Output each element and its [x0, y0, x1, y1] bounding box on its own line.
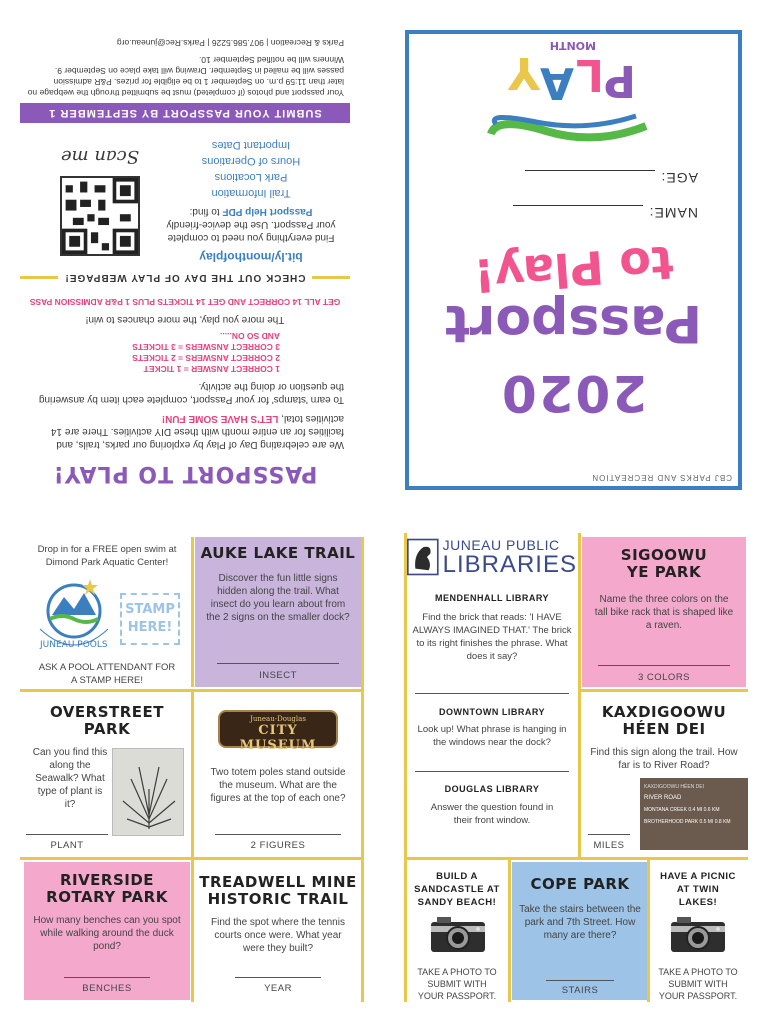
answer-line[interactable]: [64, 977, 150, 978]
check-out-heading: CHECK OUT THE DAY OF PLAY WEBPAGE!: [20, 272, 350, 283]
find-items: [160, 137, 342, 201]
trail-sign-photo: KAXDIGOOWU HÉEN DEI RIVER ROAD MONTANA CREEK 0.4 MI 0.6 KM BROTHERHOOD PARK 0.5 MI 0.8 KM: [640, 778, 748, 850]
month-of-play-logo: [486, 36, 656, 146]
overstreet-title: OVERSTREET PARK: [49, 703, 165, 738]
city-museum-sign: Juneau-Douglas CITY MUSEUM: [218, 710, 338, 748]
monthofplay-link[interactable]: bit.ly/monthofplay: [199, 250, 303, 264]
instructions-intro: We are celebrating Day of Play by exploring our parks, trails, and facilities for an entire month with these DIY activities. There are 14 activities total, LET'S HAVE SOME FUN!: [50, 413, 344, 450]
raven-icon: [407, 535, 439, 579]
grid-divider: [191, 537, 194, 687]
sandcastle-photo-note: TAKE A PHOTO TO SUBMIT WITH YOUR PASSPORT.: [417, 967, 497, 1001]
camera-icon: [429, 914, 487, 954]
tier: 2 CORRECT ANSWERS = 2 TICKETS: [132, 353, 280, 363]
camera-icon: [669, 914, 727, 954]
grid-divider: [405, 857, 748, 860]
passport-cover: [405, 30, 742, 490]
douglas-text: Answer the question found in their front window.: [430, 802, 554, 826]
riverside-box: [24, 862, 190, 1000]
svg-text:P: P: [603, 55, 636, 106]
more-chances: The more you play, the more chances to win!: [85, 314, 285, 325]
mendenhall-heading: MENDENHALL LIBRARY: [435, 593, 549, 603]
sandcastle-title: BUILD A SANDCASTLE AT SANDY BEACH!: [414, 871, 500, 908]
stamp-here-box[interactable]: STAMP HERE!: [120, 593, 180, 645]
find-item: Important Dates: [211, 139, 291, 151]
cope-park-box: [512, 862, 648, 1000]
grid-divider: [508, 860, 511, 1002]
grid-divider: [647, 860, 650, 1002]
grid-divider: [578, 533, 581, 857]
auke-title: AUKE LAKE TRAIL: [200, 544, 356, 562]
picnic-title: HAVE A PICNIC AT TWIN LAKES!: [660, 871, 736, 908]
grid-divider: [191, 860, 194, 1002]
cover-year: 2020: [499, 364, 648, 422]
tier: 3 CORRECT ANSWERS = 3 TICKETS: [132, 342, 280, 352]
svg-text:JUNEAU POOLS: JUNEAU POOLS: [40, 640, 108, 650]
instructions-title: PASSPORT TO PLAY!: [52, 461, 318, 486]
pools-box: [24, 537, 190, 687]
answer-line[interactable]: [235, 977, 321, 978]
play-logo-graphic: [486, 36, 656, 146]
juneau-libraries-logo: JUNEAU PUBLIC LIBRARIES: [407, 535, 577, 579]
cope-title: COPE PARK: [530, 875, 630, 893]
treadwell-box: [195, 862, 361, 1000]
ticket-tiers: [20, 330, 350, 374]
sigoowu-title: SIGOOWU YE PARK: [620, 546, 708, 581]
answer-line[interactable]: [26, 834, 108, 835]
submit-banner: SUBMIT YOUR PASSPORT BY SEPTEMBER 1: [20, 103, 350, 123]
grid-divider: [361, 537, 364, 1002]
answer-line[interactable]: [215, 834, 341, 835]
kaxdigoowu-text: Find this sign along the trail. How far is to River Road?: [590, 747, 738, 771]
scan-me-label: Scan me: [60, 146, 140, 167]
cope-text: Take the stairs between the park and 7th Street. How many are there?: [519, 904, 641, 941]
sandcastle-box: [407, 862, 507, 1000]
find-item: Trail Information: [211, 187, 291, 199]
overstreet-text: Can you find this along the Seawalk? What type of plant is it?: [32, 747, 108, 810]
name-field[interactable]: NAME:: [513, 205, 698, 221]
sigoowu-answer-label: 3 COLORS: [637, 672, 691, 683]
grid-divider: [191, 692, 194, 857]
answer-line[interactable]: [415, 771, 569, 772]
svg-text:L: L: [575, 49, 604, 100]
pools-ask: ASK A POOL ATTENDANT FOR A STAMP HERE!: [38, 662, 176, 686]
answer-line[interactable]: [415, 693, 569, 694]
age-field[interactable]: AGE:: [525, 170, 698, 186]
svg-text:Y: Y: [508, 47, 540, 98]
kaxdigoowu-answer-label: MILES: [593, 840, 625, 851]
get-all-text: GET ALL 14 CORRECT AND GET 14 TICKETS PLUS 1 P&R ADMISSION PASS: [29, 297, 341, 307]
library-box: [407, 533, 577, 853]
kaxdigoowu-box: [582, 694, 746, 854]
auke-answer-label: INSECT: [259, 670, 297, 681]
cope-answer-label: STAIRS: [561, 985, 599, 996]
answer-line[interactable]: [217, 663, 339, 664]
picnic-box: [650, 862, 746, 1000]
museum-answer-label: 2 FIGURES: [250, 840, 306, 851]
auke-text: Discover the fun little signs hidden along the trail. What insect do you learn about from the 2 signs on the smaller dock?: [206, 573, 350, 623]
answer-line[interactable]: [546, 980, 614, 981]
overstreet-box: [24, 694, 190, 854]
svg-text:MONTH: MONTH: [549, 39, 596, 52]
treadwell-answer-label: YEAR: [264, 983, 292, 994]
downtown-heading: DOWNTOWN LIBRARY: [439, 707, 545, 717]
douglas-heading: DOUGLAS LIBRARY: [444, 784, 540, 794]
juneau-pools-logo: [34, 575, 114, 655]
answer-line[interactable]: [598, 665, 730, 666]
find-item: Park Locations: [214, 171, 288, 183]
tier: AND SO ON.....: [220, 331, 280, 341]
instructions-earn: To earn 'stamps' for your Passport, complete each item by answering the question or doing the activity.: [38, 381, 344, 405]
plant-photo: [112, 748, 184, 836]
plant-icon: [113, 749, 185, 837]
qr-code-icon[interactable]: [60, 176, 140, 256]
instructions-panel: [20, 20, 350, 490]
picnic-photo-note: TAKE A PHOTO TO SUBMIT WITH YOUR PASSPORT.: [658, 967, 738, 1001]
sigoowu-box: [582, 537, 746, 687]
webpage-row: [20, 137, 350, 264]
kaxdigoowu-title: KAXDIGOOWU HÉEN DEI: [601, 703, 727, 738]
treadwell-text: Find the spot where the tennis courts once were. What year were they built?: [211, 917, 345, 954]
find-text: Find everything you need to complete your Passport. Use the device-friendly Passport Help PDF to find:: [166, 206, 336, 243]
find-item: Hours of Operations: [201, 155, 301, 167]
grid-divider: [404, 533, 407, 1002]
mendenhall-text: Find the brick that reads: 'I HAVE ALWAYS IMAGINED THAT.' The brick to its right finishes the phrase. What does it say?: [412, 612, 572, 662]
riverside-text: How many benches can you spot while walking around the duck pond?: [33, 915, 181, 952]
answer-line[interactable]: [588, 834, 630, 835]
submit-text: Your passport and photos (if completed) must be submitted through the webpage no later than 11:59 p.m. on September 1 to be eligible for prizes. P&R admission passes will be mailed in September. Drawing will take place on September 9. Winners will be notified September 10.: [27, 55, 344, 98]
treadwell-title: TREADWELL MINE HISTORIC TRAIL: [199, 873, 357, 908]
grid-divider: [580, 689, 748, 692]
overstreet-answer-label: PLANT: [50, 840, 84, 851]
svg-text:A: A: [539, 57, 574, 108]
downtown-text: Look up! What phrase is hanging in the windows near the dock?: [417, 724, 567, 748]
auke-lake-box: [195, 537, 361, 687]
contact-line: Parks & Recreation | 907.586.5226 | Parks.Rec@juneau.org: [116, 38, 344, 48]
city-museum-box: [195, 694, 361, 854]
riverside-answer-label: BENCHES: [82, 983, 132, 994]
riverside-title: RIVERSIDE ROTARY PARK: [46, 871, 168, 906]
museum-text: Two totem poles stand outside the museum. What are the figures at the top of each one?: [210, 767, 346, 804]
cover-title: Passport to Play!: [444, 235, 703, 353]
sigoowu-text: Name the three colors on the tall bike rack that is shaped like a raven.: [594, 594, 734, 631]
cover-credit: CBJ PARKS AND RECREATION: [591, 473, 732, 482]
tier: 1 CORRECT ANSWER = 1 TICKET: [143, 364, 280, 374]
pools-text: Drop in for a FREE open swim at Dimond Park Aquatic Center!: [37, 544, 177, 568]
